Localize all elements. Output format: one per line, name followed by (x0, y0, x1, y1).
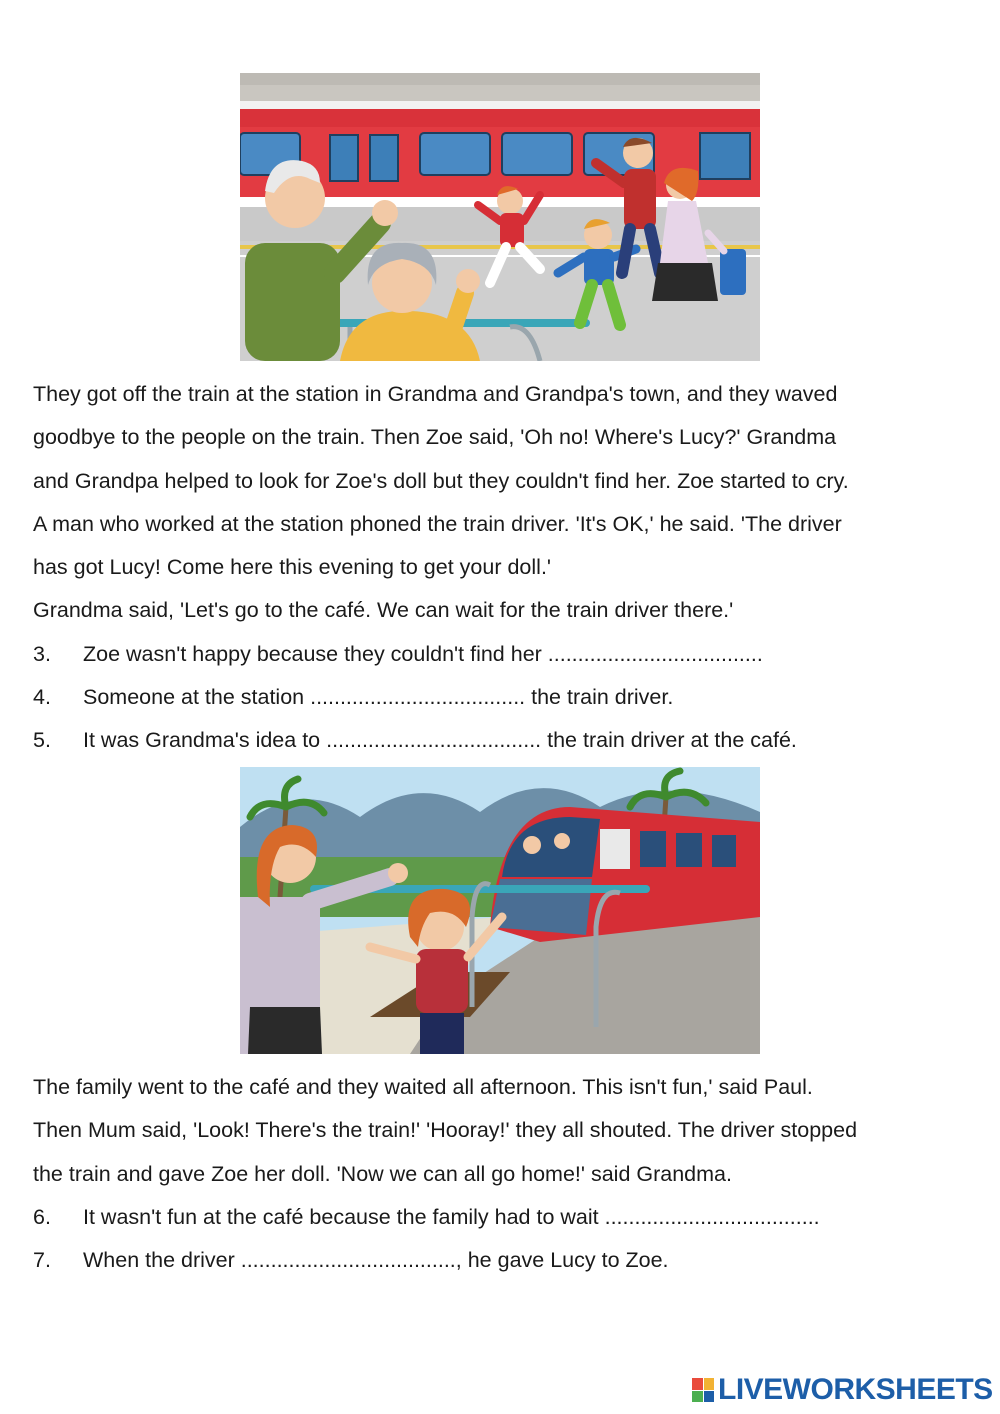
liveworksheets-logo-icon (692, 1378, 714, 1402)
question-text-before: Zoe wasn't happy because they couldn't find her (83, 642, 548, 666)
question-number: 4. (33, 685, 51, 709)
question-6 (33, 1196, 820, 1239)
question-text-after: the train driver at the café. (541, 728, 797, 752)
answer-blank[interactable]: .................................... (604, 1205, 820, 1229)
story-line: goodbye to the people on the train. Then Zoe said, 'Oh no! Where's Lucy?' Grandma (33, 425, 837, 450)
question-text-after: , he gave Lucy to Zoe. (455, 1248, 669, 1272)
story-line: A man who worked at the station phoned the train driver. 'It's OK,' he said. 'The driver (33, 511, 842, 536)
illustration-train-platform-waving (240, 73, 760, 361)
question-text-before: When the driver (83, 1248, 241, 1272)
story-line: They got off the train at the station in Grandma and Grandpa's town, and they waved (33, 382, 838, 406)
question-7 (33, 1239, 669, 1282)
question-5 (33, 719, 797, 762)
question-number: 7. (33, 1248, 51, 1272)
story-paragraph-1 (33, 373, 973, 633)
story-line: has got Lucy! Come here this evening to get your doll.' (33, 555, 552, 580)
question-number: 6. (33, 1205, 51, 1229)
question-text-before: It wasn't fun at the café because the family had to wait (83, 1205, 605, 1229)
question-number: 5. (33, 728, 51, 752)
question-text-before: Someone at the station (83, 685, 311, 709)
story-paragraph-2 (33, 1066, 973, 1196)
answer-blank[interactable]: .................................... (326, 728, 542, 752)
story-line: Grandma said, 'Let's go to the café. We can wait for the train driver there.' (33, 598, 734, 623)
question-number: 3. (33, 642, 51, 666)
illustration-train-arriving (240, 767, 760, 1054)
story-line: Then Mum said, 'Look! There's the train!' 'Hooray!' they all shouted. The driver stopped (33, 1118, 858, 1143)
answer-blank[interactable]: .................................... (310, 685, 526, 709)
story-line: the train and gave Zoe her doll. 'Now we can all go home!' said Grandma. (33, 1161, 732, 1186)
answer-blank[interactable]: .................................... (547, 642, 763, 666)
question-text-after: the train driver. (525, 685, 674, 709)
answer-blank[interactable]: .................................... (240, 1248, 456, 1272)
story-line: and Grandpa helped to look for Zoe's doll but they couldn't find her. Zoe started to cry. (33, 468, 849, 493)
story-line: The family went to the café and they waited all afternoon. This isn't fun,' said Paul. (33, 1075, 813, 1099)
liveworksheets-logo[interactable] (692, 1372, 993, 1408)
question-text-before: It was Grandma's idea to (83, 728, 327, 752)
question-4 (33, 676, 673, 719)
question-3 (33, 633, 763, 676)
liveworksheets-logo-text: LIVEWORKSHEETS (718, 1373, 993, 1406)
